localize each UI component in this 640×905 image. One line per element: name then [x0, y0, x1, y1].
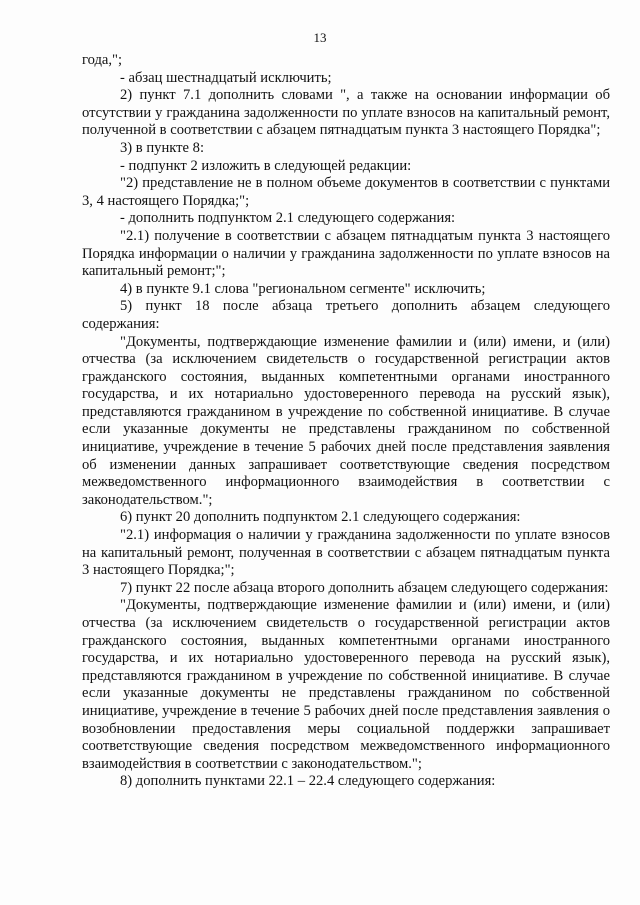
paragraph: - абзац шестнадцатый исключить;: [120, 69, 332, 86]
paragraph: 4) в пункте 9.1 слова "региональном сегменте" исключить;: [120, 280, 486, 297]
paragraph: 2) пункт 7.1 дополнить словами ", а также на основании информации об отсутствии у гражданина задолженности по уплате взносов на капитальный ремонт, полученной в соответствии с абзацем пятнадцатым пункта 3 настоящего Порядка";: [82, 87, 610, 139]
paragraph: 6) пункт 20 дополнить подпунктом 2.1 следующего содержания:: [120, 509, 521, 526]
paragraph: 8) дополнить пунктами 22.1 – 22.4 следующего содержания:: [120, 773, 496, 790]
paragraph: 3) в пункте 8:: [120, 139, 205, 156]
document-body: [82, 52, 610, 791]
paragraph: "2) представление не в полном объеме документов в соответствии с пунктами 3, 4 настоящего Порядка;";: [82, 175, 610, 209]
paragraph: года,";: [82, 52, 123, 68]
paragraph: "2.1) информация о наличии у гражданина задолженности по уплате взносов на капитальный ремонт, полученная в соответствии с абзацем пятнадцатым пункта 3 настоящего Порядка;";: [82, 527, 610, 579]
paragraph: "2.1) получение в соответствии с абзацем пятнадцатым пункта 3 настоящего Порядка информации о наличии у гражданина задолженности по уплате взносов на капитальный ремонт;";: [82, 227, 610, 280]
paragraph: - дополнить подпунктом 2.1 следующего содержания:: [120, 210, 456, 227]
paragraph: 5) пункт 18 после абзаца третьего дополнить абзацем следующего содержания:: [82, 298, 610, 332]
paragraph: "Документы, подтверждающие изменение фамилии и (или) имени, и (или) отчества (за исключением свидетельств о государственной регистрации актов гражданского состояния, выданных компетентными органами иностранного государства, и их нотариально удостоверенного перевода на русский язык), представляются гражданином в учреждение по собственной инициативе. В случае если указанные документы не представлены гражданином по собственной инициативе, учреждение в течение 5 рабочих дней после представления заявления об изменении данных запрашивает соответствующие сведения посредством межведомственного информационного взаимодействия в соответствии с законодательством.";: [82, 333, 610, 508]
paragraph: 7) пункт 22 после абзаца второго дополнить абзацем следующего содержания:: [120, 579, 609, 596]
page-number: 13: [313, 30, 327, 45]
paragraph: - подпункт 2 изложить в следующей редакции:: [120, 157, 412, 174]
paragraph: "Документы, подтверждающие изменение фамилии и (или) имени, и (или) отчества (за исключением свидетельств о государственной регистрации актов гражданского состояния, выданных компетентными органами иностранного государства, и их нотариально удостоверенного перевода на русский язык), представляются гражданином в учреждение по собственной инициативе. В случае если указанные документы не представлены гражданином по собственной инициативе, учреждение в течение 5 рабочих дней после представления заявления о возобновлении предоставления меры социальной поддержки запрашивает соответствующие сведения посредством межведомственного информационного взаимодействия в соответствии с законодательством.";: [82, 597, 610, 772]
